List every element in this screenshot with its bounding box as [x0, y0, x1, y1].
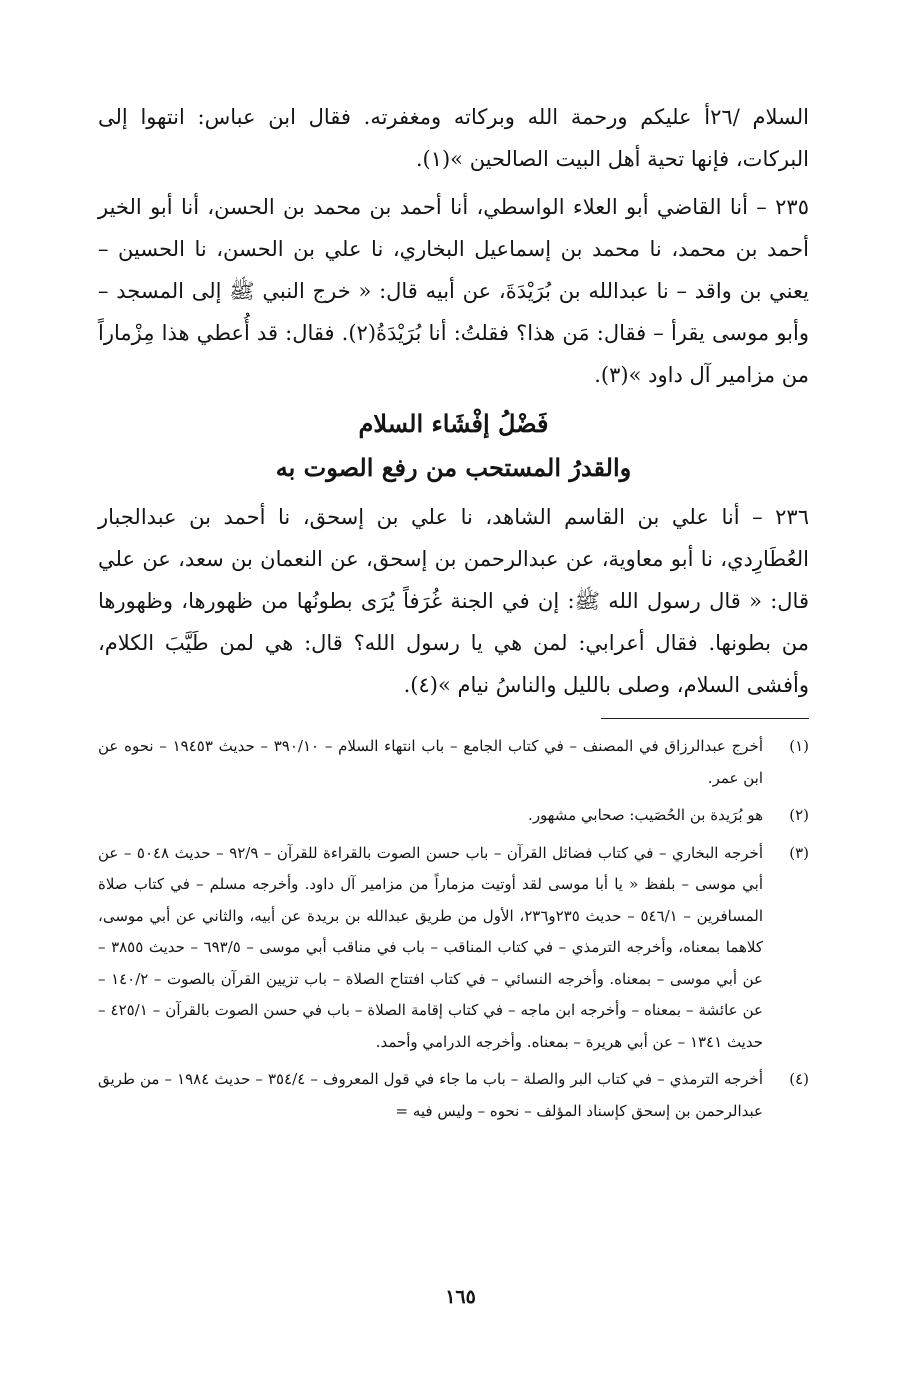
paragraph-continuation: السلام /٢٦أ عليكم ورحمة الله وبركاته ومغفرته. فقال ابن عباس: انتهوا إلى البركات، فإنها تحية أهل البيت الصالحين »(١). [98, 105, 809, 171]
footnote-text: أخرجه البخاري – في كتاب فضائل القرآن – باب حسن الصوت بالقراءة للقرآن – ٩٢/٩ – حديث ٥٠٤٨ – عن أبي موسى – بلفظ « يا أبا موسى لقد أوتيت مزماراً من مزامير آل داود. وأخرجه مسلم – في كتاب صلاة المسافرين – ٥٤٦/١ – حديث ٢٣٥و٢٣٦، الأول من طريق عبدالله بن بريدة عن أبيه، والثاني عن أبي موسى، كلاهما بمعناه، وأخرجه الترمذي – في كتاب المناقب – باب في مناقب أبي موسى – ٦٩٣/٥ – حديث ٣٨٥٥ – عن أبي موسى – بمعناه. وأخرجه النسائي – في كتاب افتتاح الصلاة – باب تزيين القرآن بالصوت – ١٤٠/٢ – عن عائشة – بمعناه – وأخرجه ابن ماجه – في كتاب إقامة الصلاة – باب في حسن الصوت بالقرآن – ٤٢٥/١ – حديث ١٣٤١ – عن أبي هريرة – بمعناه. وأخرجه الدرامي وأحمد. [98, 843, 764, 1051]
section-title: فَضْلُ إفْشَاء السلام [358, 409, 549, 438]
footnote-number: (١) [789, 737, 809, 755]
footnote-item [98, 838, 809, 1059]
page-content [98, 96, 809, 1133]
footnote-divider [601, 718, 809, 719]
footnote-item [98, 1064, 809, 1127]
paragraph-hadith-235: ٢٣٥ – أنا القاضي أبو العلاء الواسطي، أنا أحمد بن محمد بن الحسن، أنا أبو الخير أحمد بن محمد، نا محمد بن إسماعيل البخاري، نا علي بن الحسن، نا الحسين – يعني بن واقد – نا عبدالله بن بُرَيْدَةَ، عن أبيه قال: « خرج النبي ﷺ إلى المسجد – وأبو موسى يقرأ – فقال: مَن هذا؟ فقلتُ: أنا بُرَيْدَةُ(٢). فقال: قد أُعطي هذا مِزْماراً من مزامير آل داود »(٣). [98, 195, 809, 387]
footnote-text: أخرج عبدالرزاق في المصنف – في كتاب الجامع – باب انتهاء السلام – ٣٩٠/١٠ – حديث ١٩٤٥٣ – نحوه عن ابن عمر. [98, 737, 763, 787]
footnote-item [98, 731, 809, 794]
footnote-number: (٤) [789, 1070, 809, 1088]
footnote-text: هو بُرَيدة بن الحُصَيب: صحابي مشهور. [528, 806, 763, 824]
footnote-number: (٣) [789, 843, 809, 862]
footnote-item [98, 800, 809, 832]
footnote-text: أخرجه الترمذي – في كتاب البر والصلة – باب ما جاء في قول المعروف – ٣٥٤/٤ – حديث ١٩٨٤ – من طريق عبدالرحمن بن إسحق كإسناد المؤلف – نحوه – وليس فيه = [98, 1070, 763, 1120]
footnote-number: (٢) [789, 806, 809, 824]
section-subtitle: والقدرُ المستحب من رفع الصوت به [275, 453, 632, 482]
paragraph-hadith-236: ٢٣٦ – أنا علي بن القاسم الشاهد، نا علي بن إسحق، نا أحمد بن عبدالجبار العُطَارِدي، نا أبو معاوية، عن عبدالرحمن بن إسحق، عن النعمان بن سعد، عن علي قال: « قال رسول الله ﷺ: إن في الجنة غُرَفاً يُرَى بطونُها من ظهورها، وظهورها من بطونها. فقال أعرابي: لمن هي يا رسول الله؟ قال: هي لمن طَيَّبَ الكلام، وأفشى السلام، وصلى بالليل والناسُ نيام »(٤). [98, 505, 809, 697]
page-number: ١٦٥ [445, 1286, 476, 1308]
